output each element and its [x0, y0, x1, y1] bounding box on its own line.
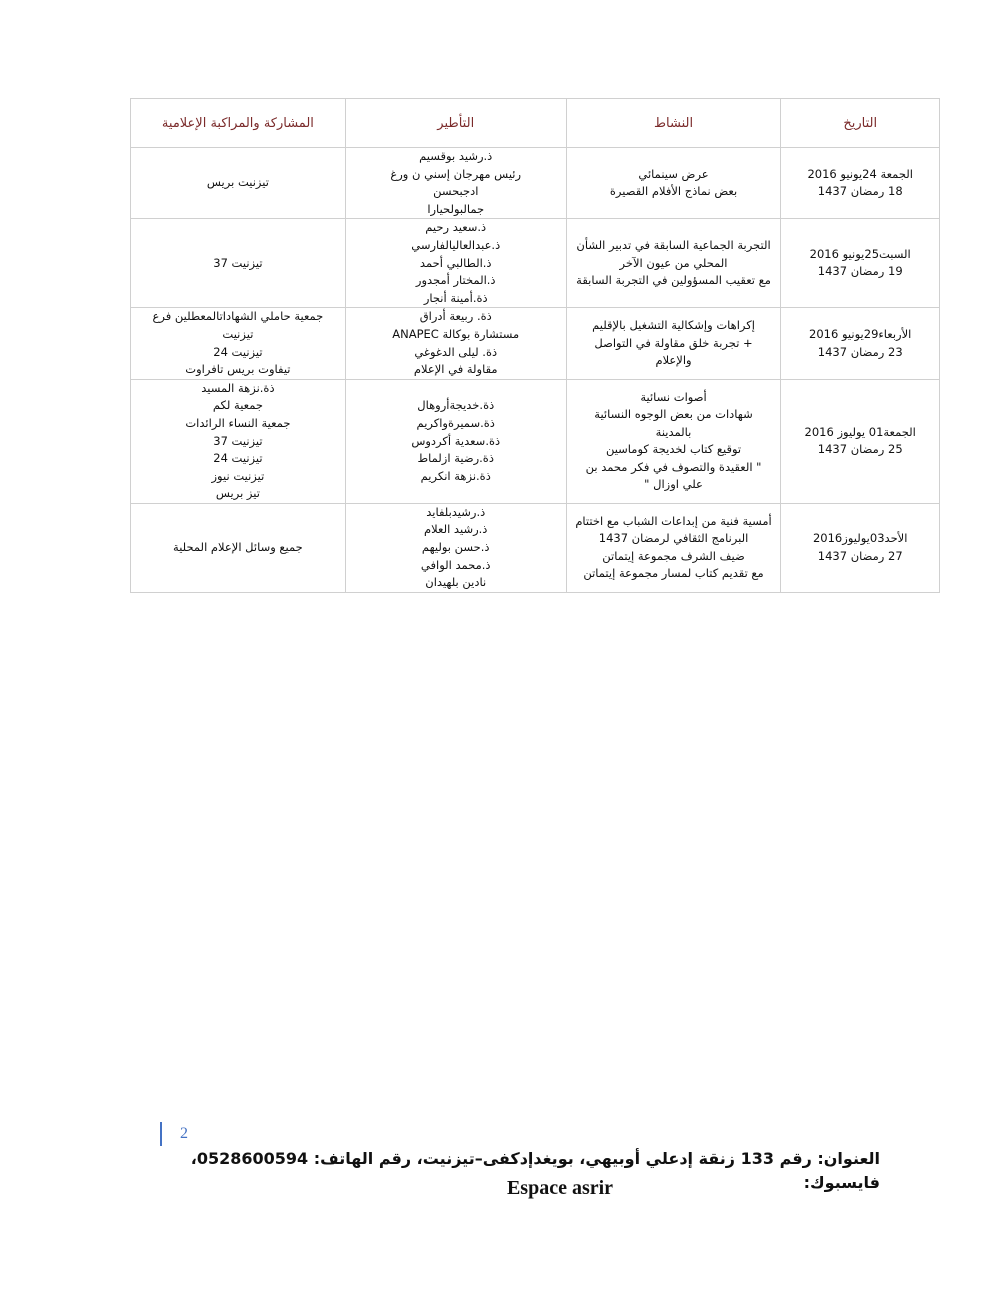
- cell-line: تيزنيت: [222, 326, 254, 341]
- cell-activity: [566, 148, 781, 219]
- cell-line: تيفاوت بريس تافراوت: [185, 362, 291, 377]
- cell-line: ذ.رشيدبلفايد: [426, 504, 486, 519]
- cell-participation: [131, 379, 346, 503]
- cell-line: ذ.عبدالعاليالفارسي: [411, 237, 501, 252]
- cell-line: مقاولة في الإعلام: [413, 362, 498, 377]
- cell-line: ذ.رشيد العلام: [424, 522, 488, 537]
- cell-line: ذ.المختار أمجدور: [415, 273, 496, 288]
- cell-line: نادين بلهيدان: [425, 575, 487, 590]
- page-number: 2: [160, 1122, 188, 1146]
- cell-line: عرض سينمائي: [638, 166, 709, 181]
- cell-framing: [345, 219, 566, 308]
- cell-line: 27 رمضان 1437: [817, 548, 903, 563]
- cell-line: ذ.رشيد بوقسيم: [419, 149, 493, 163]
- cell-line: ذ.حسن بوليهم: [421, 540, 490, 555]
- cell-line: " العقيدة والتصوف في فكر محمد بن: [585, 459, 762, 474]
- cell-line: ذ.محمد الوافي: [420, 557, 491, 572]
- cell-line: ذة. ربيعة أدراق: [419, 309, 492, 324]
- cell-line: أمسية فنية من إبداعات الشباب مع اختتام: [575, 513, 772, 528]
- cell-date: [781, 379, 940, 503]
- cell-line: ضيف الشرف مجموعة إيتماتن: [602, 548, 745, 563]
- header-participation: المشاركة والمراكبة الإعلامية: [131, 99, 346, 148]
- cell-line: المحلي من عيون الآخر: [619, 255, 728, 270]
- cell-participation: [131, 219, 346, 308]
- cell-line: ذة.رضية ازلماط: [417, 451, 494, 466]
- cell-activity: [566, 308, 781, 379]
- table-row: [131, 219, 940, 308]
- cell-line: ذة.سعدية أكردوس: [411, 433, 501, 448]
- cell-line: ذة.نزهة انكريم: [420, 468, 491, 483]
- table-header-row: [131, 99, 940, 148]
- footer-facebook: Espace asrir: [506, 1177, 614, 1199]
- cell-date: [781, 503, 940, 592]
- cell-line: جمعية النساء الرائدات: [185, 415, 291, 430]
- cell-line: الأحد03يوليوز2016: [812, 531, 908, 546]
- cell-line: مستشارة بوكالة ANAPEC: [392, 326, 520, 341]
- cell-date: [781, 148, 940, 219]
- cell-line: الأربعاء29يونيو 2016: [809, 326, 912, 341]
- cell-line: أصوات نسائية: [640, 389, 707, 404]
- cell-line: تيزنيت 24: [213, 344, 263, 359]
- cell-line: الجمعة 24يونيو 2016: [807, 166, 913, 181]
- cell-line: ذ.الطالبي أحمد: [419, 255, 492, 270]
- cell-line: التجربة الجماعية السابقة في تدبير الشأن: [576, 237, 771, 252]
- footer-address: العنوان: رقم 133 زنقة إدعلي أوبيهي، بويغدإدكفى–تيزنيت، رقم الهاتف: 0528600594، فايسبوك:: [190, 1149, 880, 1192]
- program-table: [130, 98, 940, 593]
- cell-line: 23 رمضان 1437: [817, 344, 903, 359]
- table-body: [131, 148, 940, 593]
- cell-framing: [345, 379, 566, 503]
- cell-line: ذة.نزهة المسيد: [201, 380, 275, 395]
- cell-framing: [345, 148, 566, 219]
- cell-line: 18 رمضان 1437: [817, 184, 903, 199]
- cell-framing: [345, 503, 566, 592]
- cell-line: ادجبحسن: [433, 184, 479, 199]
- cell-line: ذة.سميرةواكريم: [416, 415, 495, 430]
- cell-line: توقيع كتاب لخديجة كوماسين: [605, 442, 742, 457]
- cell-line: شهادات من بعض الوجوه النسائية: [594, 407, 753, 422]
- cell-line: + تجربة خلق مقاولة في التواصل: [594, 335, 753, 350]
- cell-date: [781, 219, 940, 308]
- cell-participation: [131, 148, 346, 219]
- cell-activity: [566, 503, 781, 592]
- cell-line: 25 رمضان 1437: [817, 442, 903, 457]
- cell-line: بالمدينة: [655, 424, 692, 439]
- cell-line: ذة. ليلى الدغوغي: [414, 344, 498, 359]
- cell-line: تيزنيت 37: [213, 255, 263, 270]
- cell-activity: [566, 379, 781, 503]
- cell-line: تيزنيت 37: [213, 433, 263, 448]
- cell-line: مع تعقيب المسؤولين في التجربة السابقة: [576, 273, 771, 288]
- cell-line: جمالبولحيارا: [427, 201, 485, 216]
- cell-line: مع تقديم كتاب لمسار مجموعة إيتماتن: [583, 566, 764, 581]
- cell-line: والإعلام: [655, 353, 692, 368]
- table-row: [131, 148, 940, 219]
- cell-line: رئيس مهرجان إسني ن ورغ: [390, 166, 522, 181]
- cell-line: ذة.خديجةأروهال: [417, 398, 495, 413]
- cell-line: البرنامج الثقافي لرمضان 1437: [598, 531, 749, 546]
- cell-line: تيزنيت 24: [213, 451, 263, 466]
- header-activity: النشاط: [566, 99, 781, 148]
- cell-framing: [345, 308, 566, 379]
- cell-line: السبت25يونيو 2016: [809, 246, 911, 261]
- cell-participation: [131, 308, 346, 379]
- cell-date: [781, 308, 940, 379]
- cell-line: ذة.أمينة أنجار: [423, 290, 488, 305]
- cell-line: جميع وسائل الإعلام المحلية: [173, 540, 303, 555]
- cell-line: تيزنيت بريس: [206, 175, 269, 190]
- cell-line: بعض نماذج الأفلام القصيرة: [609, 184, 738, 199]
- cell-line: علي اوزال ": [644, 477, 703, 492]
- cell-line: ذ.سعيد رحيم: [425, 220, 487, 235]
- cell-line: 19 رمضان 1437: [817, 264, 903, 279]
- table-row: [131, 379, 940, 503]
- table-row: [131, 503, 940, 592]
- table-row: [131, 308, 940, 379]
- cell-activity: [566, 219, 781, 308]
- cell-participation: [131, 503, 346, 592]
- cell-line: جمعية لكم: [212, 398, 263, 413]
- cell-line: جمعية حاملي الشهاداتالمعطلين فرع: [152, 309, 324, 324]
- cell-line: الجمعة01 يوليوز 2016: [804, 424, 916, 439]
- header-framing: التأطير: [345, 99, 566, 148]
- cell-line: تيز بريس: [215, 486, 260, 501]
- header-date: التاريخ: [781, 99, 940, 148]
- cell-line: إكراهات وإشكالية التشغيل بالإقليم: [592, 318, 755, 333]
- cell-line: تيزنيت نيوز: [211, 468, 265, 483]
